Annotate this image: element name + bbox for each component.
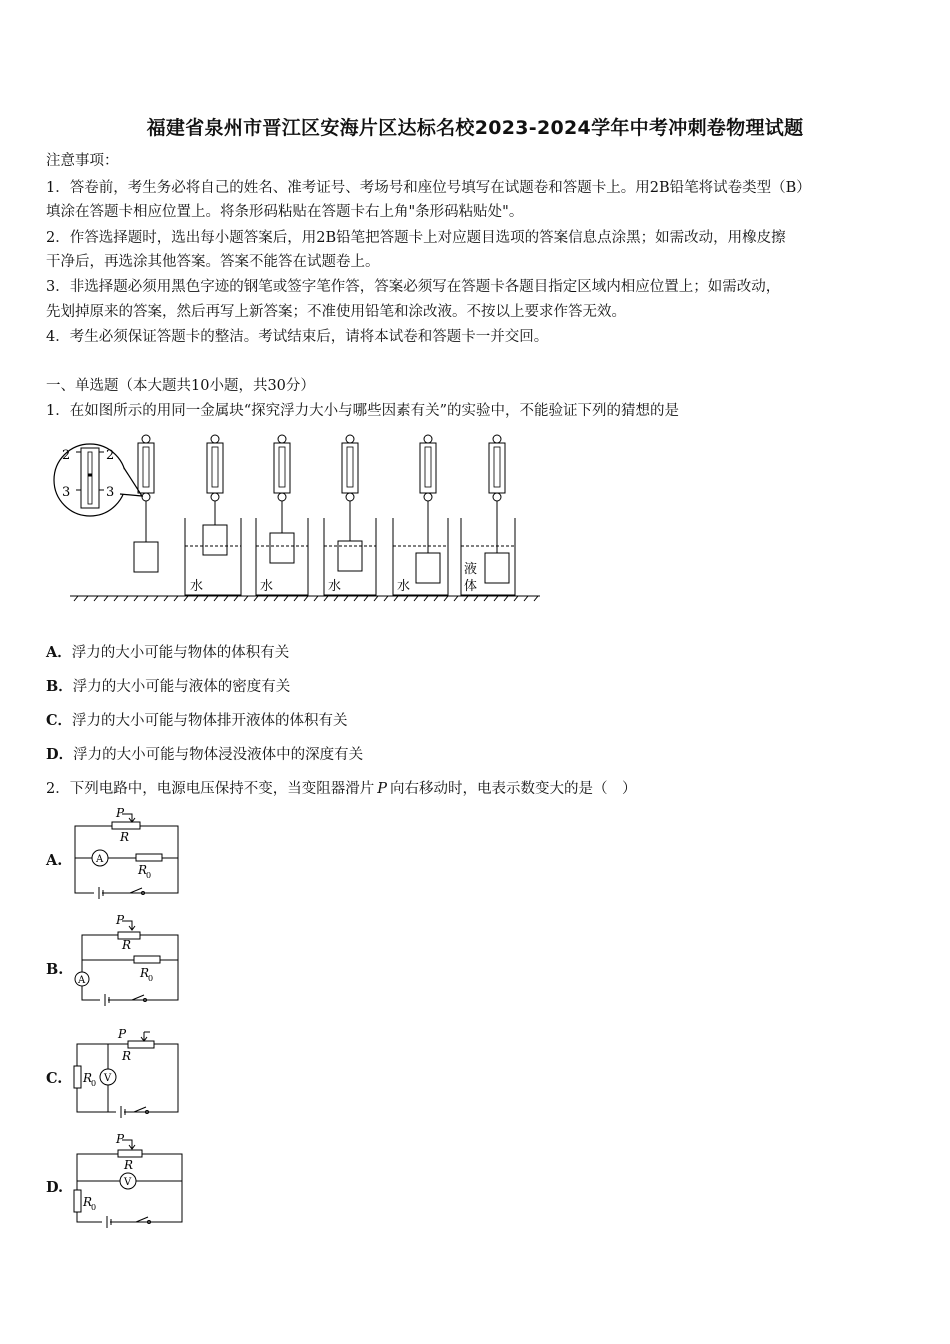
resistor-r0-label: R [140, 966, 150, 980]
spring-scale [338, 435, 362, 571]
option-a: A．浮力的大小可能与物体的体积有关 [46, 644, 290, 661]
ammeter-symbol: A [78, 975, 86, 986]
notice-line: 先划掉原来的答案，然后再写上新答案；不准使用铅笔和涂改液。不按以上要求作答无效。 [46, 304, 626, 320]
rheostat-r-label: R [122, 1049, 132, 1063]
resistor-r0-subscript: 0 [146, 871, 152, 880]
slider-p-label: P [116, 913, 125, 927]
scale-number: 2 [106, 448, 115, 463]
section-heading: 一、单选题（本大题共10小题，共30分） [46, 378, 315, 394]
spring-scale [134, 435, 158, 572]
rheostat-r-label: R [124, 1158, 134, 1172]
rheostat-r-label: R [120, 830, 130, 844]
liquid-label: 体 [464, 579, 478, 594]
rheostat-r-label: R [122, 938, 132, 952]
resistor-r0-label: R [83, 1071, 93, 1085]
voltmeter-symbol: V [124, 1177, 132, 1188]
scale-number: 3 [106, 485, 115, 500]
magnified-scale-icon [54, 444, 142, 516]
notice-line: 4．考生必须保证答题卡的整洁。考试结束后，请将本试卷和答题卡一并交回。 [46, 329, 549, 345]
spring-scale [485, 435, 509, 583]
liquid-label: 水 [260, 579, 274, 594]
liquid-label: 水 [328, 579, 342, 594]
scale-number: 3 [62, 485, 71, 500]
option-a-label: A. [46, 852, 63, 869]
notice-line: 2．作答选择题时，选出每小题答案后，用2B铅笔把答题卡上对应题目选项的答案信息点涂黑；如需改动，用橡皮擦 [46, 230, 786, 246]
option-b: B．浮力的大小可能与液体的密度有关 [46, 678, 291, 695]
ammeter-symbol: A [96, 854, 104, 865]
slider-p-label: P [116, 806, 125, 820]
option-c-label: C. [46, 1070, 63, 1087]
liquid-label: 液 [464, 562, 478, 577]
resistor-r0-subscript: 0 [148, 974, 154, 983]
option-d-label: D. [46, 1179, 64, 1196]
slider-p-label: P [118, 1027, 127, 1041]
circuit-d [70, 1134, 190, 1224]
liquid-label: 水 [190, 579, 204, 594]
notice-line: 1．答卷前，考生务必将自己的姓名、准考证号、考场号和座位号填写在试题卷和答题卡上。用2B铅笔将试卷类型（B） [46, 180, 811, 196]
page-title: 福建省泉州市晋江区安海片区达标名校2023-2024学年中考冲刺卷物理试题 [146, 117, 804, 139]
notice-line: 干净后，再选涂其他答案。答案不能答在试题卷上。 [46, 254, 380, 270]
notice-heading: 注意事项： [46, 153, 119, 169]
option-b-label: B. [46, 961, 64, 978]
notice-line: 填涂在答题卡相应位置上。将条形码粘贴在答题卡右上角"条形码粘贴处"。 [46, 204, 524, 220]
voltmeter-symbol: V [104, 1073, 112, 1084]
question-1-stem: 1．在如图所示的用同一金属块“探究浮力大小与哪些因素有关”的实验中，不能验证下列的猜想的是 [46, 403, 680, 419]
ground-line [70, 596, 540, 601]
question-2-stem: 2．下列电路中，电源电压保持不变，当变阻器滑片 P 向右移动时，电表示数变大的是（ ） [46, 781, 637, 797]
spring-scale [270, 435, 294, 563]
notice-line: 3．非选择题必须用黑色字迹的钢笔或签字笔作答，答案必须写在答题卡各题目指定区域内相应位置上；如需改动， [46, 279, 781, 295]
spring-scale [203, 435, 227, 555]
slider-p-label: P [116, 1132, 125, 1146]
spring-scale [416, 435, 440, 583]
resistor-r0-label: R [138, 863, 148, 877]
circuit-b [70, 915, 190, 1005]
resistor-r0-subscript: 0 [91, 1079, 97, 1088]
resistor-r0-subscript: 0 [91, 1203, 97, 1212]
circuit-a [70, 808, 190, 898]
option-c: C．浮力的大小可能与物体排开液体的体积有关 [46, 712, 348, 729]
circuit-c [70, 1024, 190, 1114]
option-d: D．浮力的大小可能与物体浸没液体中的深度有关 [46, 746, 364, 763]
buoyancy-experiment-figure [50, 430, 540, 610]
scale-number: 2 [62, 448, 71, 463]
resistor-r0-label: R [83, 1195, 93, 1209]
liquid-label: 水 [397, 579, 411, 594]
